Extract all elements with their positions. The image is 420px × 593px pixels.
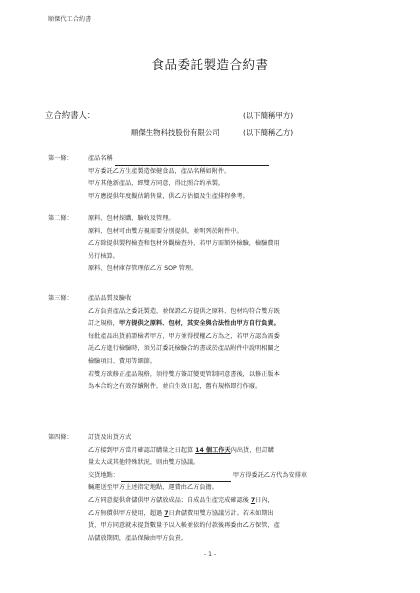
clause-3-bold-statement: 甲方提供之原料、包材，其安全與合法性由甲方自行負責。 — [118, 320, 280, 328]
delivery-workdays: 14 個工作天 — [195, 446, 231, 454]
clause-2-label: 第二條： — [48, 215, 73, 222]
clause-2-line: 另行核算。 — [88, 252, 119, 260]
clause-4-line: 乙方無償供甲方使用，超過 — [88, 509, 163, 517]
clause-3-line: 每批產品出貨前證檢者甲方，甲方並得授權乙方為之，若甲方認為需委 — [88, 332, 280, 340]
clause-1-line: 甲方其他新產品，經雙方同意，得比照合約承製。 — [88, 180, 225, 188]
clause-3-line: 為本合約之有效存續附件，並自生效日起，舊有規格即行作廢。 — [88, 383, 262, 391]
document-title: 食品委託製造合約書 — [151, 57, 269, 72]
storage-days-limit: 7 — [164, 509, 169, 517]
clause-1-line: 甲方應提供年度擬估銷售量，供乙方估價及生產排程參考。 — [88, 192, 249, 200]
page-number: - 1 - — [204, 551, 216, 558]
clause-1-label: 第一條： — [48, 155, 73, 162]
clause-3-label: 第三條： — [48, 295, 73, 302]
clause-2-line: 原料、包材庫存管理依乙方 SOP 管理。 — [88, 265, 198, 273]
clause-4-line: 訂貨及出貨方式 — [88, 434, 132, 441]
clause-1-line: 甲方委託乙方生產製造保健食品，產品名稱如附件。 — [88, 167, 231, 175]
clause-4-line: 輛運送至甲方上述指定地點，運費由乙方負擔。 — [88, 484, 218, 492]
clause-4-line: 量太大或其他特殊狀況，則由雙方協議。 — [88, 459, 200, 467]
clause-4-line: 日內， — [255, 496, 274, 504]
clause-4-line: 品儲放期間，產品保險由甲方負責。 — [88, 534, 187, 542]
clause-1-heading: 產品名稱 — [88, 155, 113, 162]
clause-2-line: 原料、包材可由雙方視需要分別提供，並明列於附件中。 — [88, 227, 243, 235]
clause-4-line: 乙方接到甲方當月確認訂購量之日起算 — [88, 446, 194, 454]
clause-4-line: 甲方得委託乙方代為安排車 — [232, 471, 308, 479]
clause-3-line: 訂之規格， — [88, 320, 119, 328]
party-b-note: (以下簡稱乙方) — [243, 128, 294, 137]
clause-4-label: 第四條： — [48, 434, 73, 441]
party-b-name: 順傑生物科技股份有限公司 — [131, 128, 220, 137]
clause-3-line: 乙方負責產品之委託製造，並保證乙方提供之原料、包材均符合雙方既 — [88, 307, 280, 315]
delivery-location-label: 交貨地點： — [88, 471, 119, 479]
clause-2-line: 原料、包材採購、驗收及管理。 — [88, 215, 175, 222]
clause-3-line: 若雙方欲修正產品規格，須待雙方簽訂變更管制同意書後，以修正版本 — [88, 370, 280, 378]
clause-4-line: 乙方同意提供倉儲供甲方儲放成品；自成品生產完成確認後 — [88, 496, 249, 504]
delivery-location-blank — [121, 473, 231, 482]
clause-3-line: 產品品質及驗收 — [88, 295, 132, 302]
contracting-parties-label: 立合約書人： — [45, 110, 96, 120]
product-name-blank — [115, 157, 269, 166]
clause-3-line: 檢驗項目、費用等細節。 — [88, 357, 157, 365]
running-header: 順傑代工合約書 — [48, 16, 92, 23]
clause-4-line: 內出貨，但訂購 — [230, 446, 274, 454]
clause-2-line: 乙方除提供製程檢查和包材外觀檢查外，若甲方需額外檢驗，檢驗費用 — [88, 240, 280, 248]
storage-days: 7 — [250, 496, 256, 504]
clause-4-line: 日倉儲費用雙方協議另計。若未如期出 — [168, 509, 274, 517]
clause-4-line: 貨，甲方同意就未提貨數量予以入帳並依約付款後再委由乙方保管，產 — [88, 522, 280, 530]
party-a-note: (以下簡稱甲方) — [243, 111, 294, 120]
clause-3-line: 託乙方進行檢驗時，須另訂委託檢驗合約書或於產品附件中說明相關之 — [88, 345, 280, 353]
